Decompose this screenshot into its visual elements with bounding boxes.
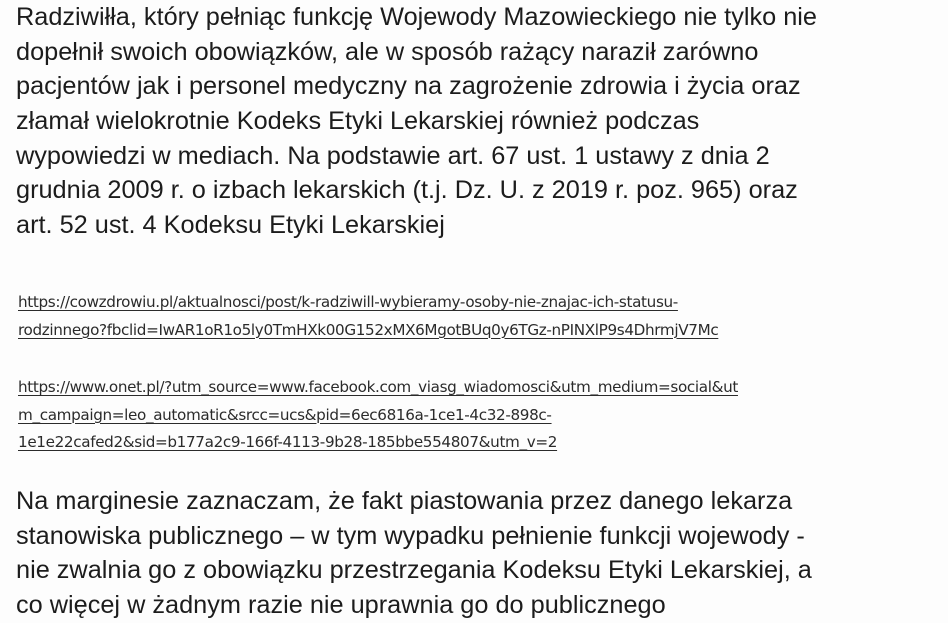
link-line: https://cowzdrowiu.pl/aktualnosci/post/k-radziwill-wybieramy-osoby-nie-znajac-ich-statusu- [18,293,678,311]
paragraph-line: art. 52 ust. 4 Kodeksu Etyki Lekarskiej [16,211,445,240]
paragraph-line: Na marginesie zaznaczam, że fakt piastowania przez danego lekarza [16,487,793,515]
link-line: rodzinnego?fbclid=IwAR1oR1o5ly0TmHXk00G152xMX6MgotBUq0y6TGz-nPINXlP9s4DhrmjV7Mc [18,320,719,339]
link-cowzdrowiu [18,289,946,344]
paragraph-line: Radziwiłła, który pełniąc funkcję Wojewody Mazowieckiego nie tylko nie [16,3,817,31]
paragraph-line: nie zwalnia go z obowiązku przestrzegania Kodeksu Etyki Lekarskiej, a [16,556,812,585]
paragraph-line: grudnia 2009 r. o izbach lekarskich (t.j. Dz. U. z 2019 r. poz. 965) oraz [16,176,798,205]
paragraph-line: stanowiska publicznego – w tym wypadku pełnienie funkcji wojewody - [16,521,805,550]
link-line: https://www.onet.pl/?utm_source=www.facebook.com_viasg_wiadomosci&utm_medium=social&ut [18,378,738,396]
paragraph-line: co więcej w żadnym razie nie uprawnia go do publicznego [16,591,666,620]
link-onet [18,374,946,457]
link-line: 1e1e22cafed2&sid=b177a2c9-166f-4113-9b28-185bbe554807&utm_v=2 [18,433,558,451]
paragraph-line: pacjentów jak i personel medyczny na zagrożenie zdrowia i życia oraz [16,72,801,101]
paragraph-line: złamał wielokrotnie Kodeks Etyki Lekarskiej również podczas [16,107,700,136]
paragraph-top [16,0,946,243]
paragraph-line: wypowiedzi w mediach. Na podstawie art. 67 ust. 1 ustawy z dnia 2 [16,141,770,170]
paragraph-bottom [16,484,946,623]
paragraph-line: dopełnił swoich obowiązków, ale w sposób rażący naraził zarówno [16,37,759,66]
link-line: m_campaign=leo_automatic&srcc=ucs&pid=6ec6816a-1ce1-4c32-898c- [18,405,552,424]
